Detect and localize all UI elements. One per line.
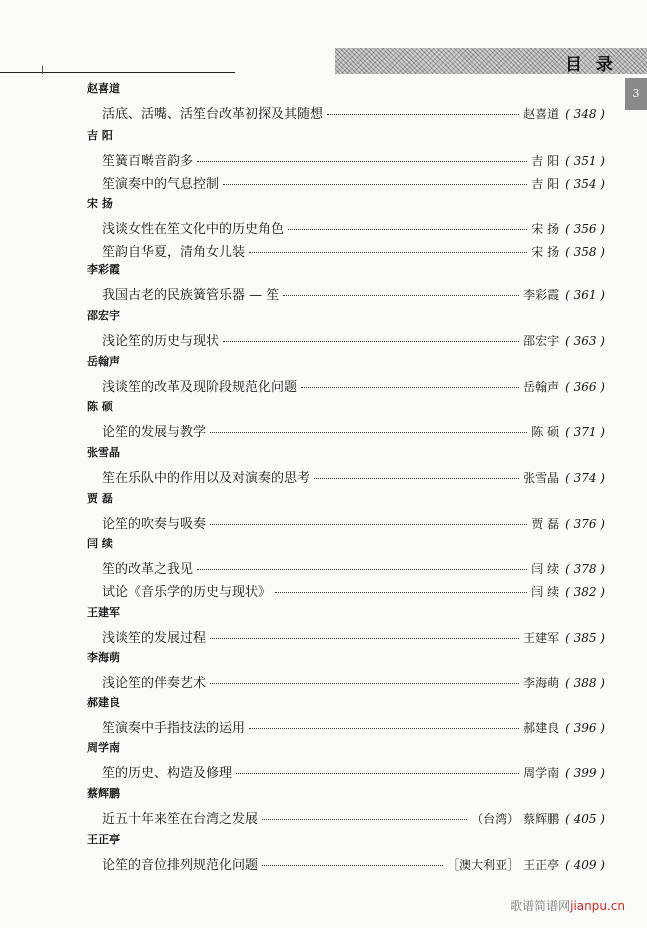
author-heading: 张雪晶 xyxy=(87,446,120,459)
author-heading: 贾 磊 xyxy=(87,492,113,505)
entry-author: 郝建良 xyxy=(523,721,560,735)
author-heading: 岳翰声 xyxy=(87,355,120,368)
author-heading: 宋 扬 xyxy=(87,197,113,210)
entry-title: 活底、活嘴、活笙台改革初探及其随想 xyxy=(102,107,324,122)
entry-page: ( 409 ) xyxy=(565,858,605,872)
entry-title: 论笙的发展与教学 xyxy=(102,425,207,440)
author-heading: 王正亭 xyxy=(87,833,120,846)
entry-title: 浅谈笙的改革及现阶段规范化问题 xyxy=(102,380,298,395)
toc-entry[interactable] xyxy=(102,672,605,690)
entry-author: 李彩霞 xyxy=(523,288,560,302)
toc-entry[interactable] xyxy=(102,717,605,735)
entry-title: 浅谈笙的发展过程 xyxy=(102,631,207,646)
entry-title: 我国古老的民族簧管乐器 — 笙 xyxy=(102,288,280,303)
toc-entry[interactable] xyxy=(102,627,605,645)
dot-leader xyxy=(210,637,519,639)
dot-leader xyxy=(327,113,519,115)
author-heading: 蔡辉鹏 xyxy=(87,787,120,800)
entry-page: ( 399 ) xyxy=(565,766,605,780)
entry-title: 笙演奏中的气息控制 xyxy=(102,177,220,192)
entry-author: 吉 阳 xyxy=(531,177,560,191)
author-heading: 李海萌 xyxy=(87,651,120,664)
entry-page: ( 382 ) xyxy=(565,585,605,599)
toc-entry[interactable] xyxy=(102,241,605,259)
entry-author: 贾 磊 xyxy=(531,517,560,531)
toc-entry[interactable] xyxy=(102,467,605,485)
entry-title: 笙的历史、构造及修理 xyxy=(102,766,233,781)
entry-author: 张雪晶 xyxy=(523,471,560,485)
toc-entry[interactable] xyxy=(102,558,605,576)
watermark xyxy=(510,897,625,914)
entry-author: 王正亭 xyxy=(523,858,560,872)
dot-leader xyxy=(301,386,519,388)
entry-page: ( 358 ) xyxy=(565,245,605,259)
toc-entry[interactable] xyxy=(102,513,605,531)
toc-entry[interactable] xyxy=(102,218,605,236)
entry-page: ( 361 ) xyxy=(565,288,605,302)
entry-page: ( 371 ) xyxy=(565,425,605,439)
entry-region-note: （台湾） xyxy=(471,812,520,826)
entry-author: 邵宏宇 xyxy=(523,334,560,348)
entry-page: ( 385 ) xyxy=(565,631,605,645)
entry-title: 笙簧百啭音韵多 xyxy=(102,154,194,169)
toc-entry[interactable] xyxy=(102,150,605,168)
toc-entry[interactable] xyxy=(102,854,605,872)
watermark-site: jianpu.cn xyxy=(570,899,625,913)
author-heading: 闫 续 xyxy=(87,537,113,550)
entry-title: 笙的改革之我见 xyxy=(102,562,194,577)
entry-title: 论笙的吹奏与吸奏 xyxy=(102,517,207,532)
dot-leader xyxy=(197,160,527,162)
dot-leader xyxy=(262,864,443,866)
entry-title: 笙在乐队中的作用以及对演奏的思考 xyxy=(102,471,311,486)
entry-page: ( 396 ) xyxy=(565,721,605,735)
entry-page: ( 351 ) xyxy=(565,154,605,168)
dot-leader xyxy=(210,523,527,525)
entry-title: 浅谈女性在笙文化中的历史角色 xyxy=(102,222,285,237)
author-heading: 陈 硕 xyxy=(87,400,113,413)
author-heading: 周学南 xyxy=(87,741,120,754)
author-heading: 郝建良 xyxy=(87,696,120,709)
entry-author: 宋 扬 xyxy=(531,222,560,236)
author-heading: 王建军 xyxy=(87,606,120,619)
entry-page: ( 356 ) xyxy=(565,222,605,236)
entry-author: 岳翰声 xyxy=(523,380,560,394)
dot-leader xyxy=(288,228,527,230)
entry-title: 浅论笙的历史与现状 xyxy=(102,334,220,349)
author-heading: 吉 阳 xyxy=(87,129,113,142)
entry-title: 试论《音乐学的历史与现状》 xyxy=(102,585,272,600)
entry-author: 王建军 xyxy=(523,631,560,645)
author-heading: 邵宏宇 xyxy=(87,309,120,322)
toc-entry[interactable] xyxy=(102,103,605,121)
entry-page: ( 374 ) xyxy=(565,471,605,485)
dot-leader xyxy=(223,183,527,185)
author-heading: 赵喜道 xyxy=(87,82,120,95)
entry-title: 浅论笙的伴奏艺术 xyxy=(102,676,207,691)
entry-author: 宋 扬 xyxy=(531,245,560,259)
dot-leader xyxy=(314,477,519,479)
dot-leader xyxy=(210,682,519,684)
toc-entry[interactable] xyxy=(102,173,605,191)
entry-region-note: ［澳大利亚］ xyxy=(447,858,520,872)
dot-leader xyxy=(197,568,527,570)
header-title: 目 录 xyxy=(565,55,617,75)
entry-page: ( 378 ) xyxy=(565,562,605,576)
dot-leader xyxy=(210,431,527,433)
toc-entry[interactable] xyxy=(102,330,605,348)
entry-author: 蔡辉鹏 xyxy=(523,812,560,826)
toc-entry[interactable] xyxy=(102,421,605,439)
entry-author: 闫 续 xyxy=(531,562,560,576)
header-left-rule xyxy=(0,72,235,73)
dot-leader xyxy=(249,727,519,729)
entry-page: ( 354 ) xyxy=(565,177,605,191)
entry-page: ( 348 ) xyxy=(565,107,605,121)
toc-entry[interactable] xyxy=(102,376,605,394)
author-heading: 李彩霞 xyxy=(87,263,120,276)
entry-author: 周学南 xyxy=(523,766,560,780)
dot-leader xyxy=(283,294,519,296)
side-tab: 3 xyxy=(625,78,647,110)
entry-title: 笙韵自华夏，清角女儿装 xyxy=(102,245,246,260)
entry-author: 闫 续 xyxy=(531,585,560,599)
dot-leader xyxy=(249,251,527,253)
toc-entry[interactable] xyxy=(102,762,605,780)
entry-page: ( 366 ) xyxy=(565,380,605,394)
entry-page: ( 376 ) xyxy=(565,517,605,531)
entry-title: 论笙的音位排列规范化问题 xyxy=(102,858,259,873)
watermark-text: 歌谱简谱网 xyxy=(510,899,571,913)
entry-author: 赵喜道 xyxy=(523,107,560,121)
toc-entry[interactable] xyxy=(102,581,605,599)
dot-leader xyxy=(223,340,519,342)
dot-leader xyxy=(262,818,467,820)
toc-entry[interactable] xyxy=(102,808,605,826)
entry-title: 笙演奏中手指技法的运用 xyxy=(102,721,246,736)
dot-leader xyxy=(275,591,527,593)
entry-page: ( 405 ) xyxy=(565,812,605,826)
entry-title: 近五十年来笙在台湾之发展 xyxy=(102,812,259,827)
entry-author: 李海萌 xyxy=(523,676,560,690)
entry-page: ( 388 ) xyxy=(565,676,605,690)
entry-author: 吉 阳 xyxy=(531,154,560,168)
entry-page: ( 363 ) xyxy=(565,334,605,348)
entry-author: 陈 硕 xyxy=(531,425,560,439)
header-left-tick xyxy=(42,66,43,74)
toc-entry[interactable] xyxy=(102,284,605,302)
dot-leader xyxy=(236,772,519,774)
